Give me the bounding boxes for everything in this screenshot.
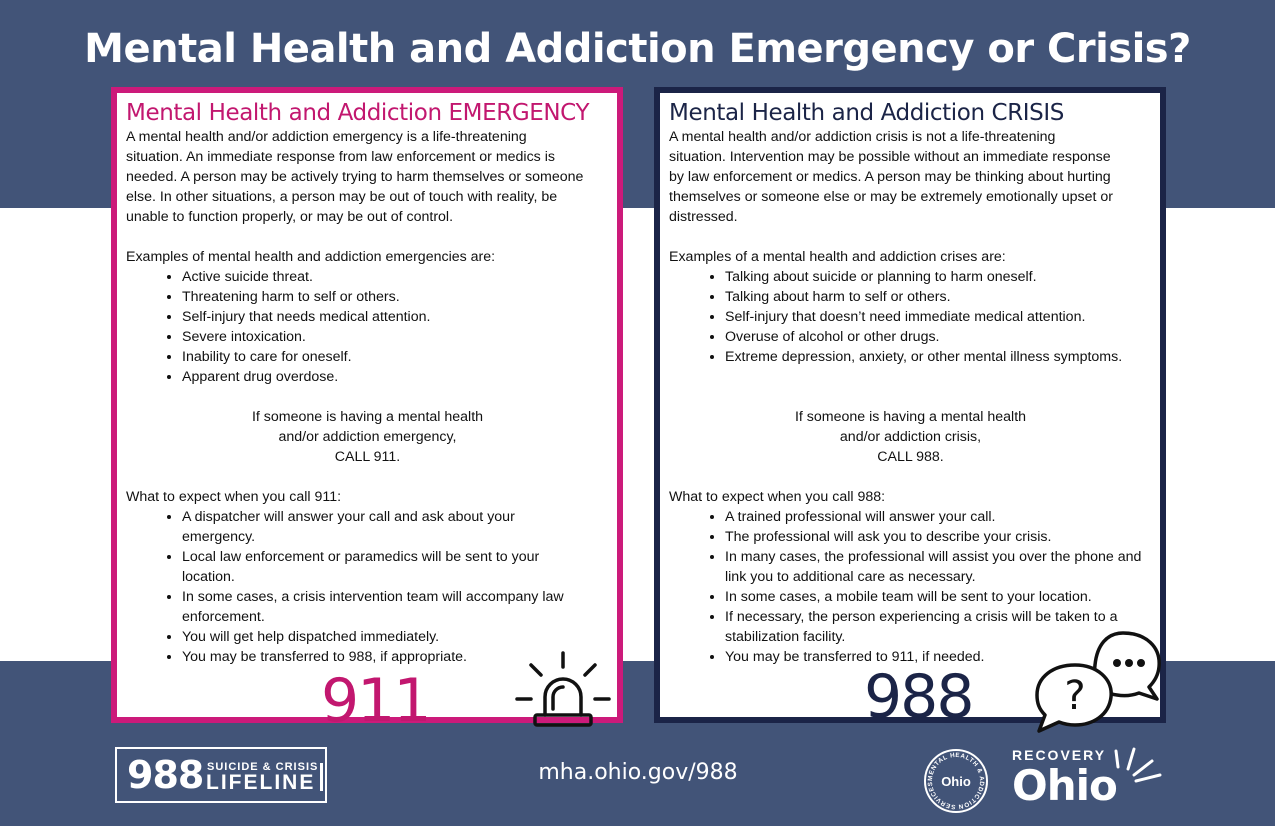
- list-item: • If necessary, the person experiencing a crisis will be taken to a stabilization facility.: [725, 607, 1148, 647]
- emergency-expect-label: What to expect when you call 911:: [126, 489, 342, 505]
- crisis-heading: Mental Health and Addiction CRISIS: [669, 100, 1064, 126]
- crisis-expect-label: What to expect when you call 988:: [669, 489, 886, 505]
- recovery-ohio-label: RECOVERY: [1012, 747, 1107, 763]
- emergency-examples-label: Examples of mental health and addiction emergencies are:: [126, 249, 496, 265]
- list-item: • Self-injury that doesn’t need immediate medical attention.: [725, 307, 1152, 327]
- list-item: • A dispatcher will answer your call and ask about your emergency.: [182, 507, 579, 547]
- list-item: • You may be transferred to 988, if appropriate.: [182, 647, 579, 667]
- list-item: • Inability to care for oneself.: [182, 347, 609, 367]
- emergency-number: 911: [321, 666, 430, 736]
- emergency-examples-list: [126, 267, 609, 387]
- list-item: • In some cases, a crisis intervention team will accompany law enforcement.: [182, 587, 579, 627]
- svg-text:?: ?: [1064, 673, 1086, 719]
- ohio-mha-seal-logo: [923, 748, 989, 814]
- siren-icon: [509, 649, 617, 729]
- list-item: • In some cases, a mobile team will be sent to your location.: [725, 587, 1148, 607]
- list-item: • Active suicide threat.: [182, 267, 609, 287]
- crisis-examples-label: Examples of a mental health and addiction crises are:: [669, 249, 1006, 265]
- list-item: • Talking about suicide or planning to harm oneself.: [725, 267, 1152, 287]
- emergency-intro: A mental health and/or addiction emergency is a life-threatening situation. An immediate response from law enforcement or medics is needed. A person may be actively trying to harm themselves or someone else. In other situations, a person may be out of touch with reality, be unable to function properly, or may be out of control.: [126, 129, 584, 225]
- list-item: • Self-injury that needs medical attention.: [182, 307, 609, 327]
- list-item: • Local law enforcement or paramedics will be sent to your location.: [182, 547, 579, 587]
- 988-lifeline-logo: 988 SUICIDE & CRISIS LIFELINE: [115, 747, 327, 803]
- list-item: • Severe intoxication.: [182, 327, 609, 347]
- list-item: • A trained professional will answer your call.: [725, 507, 1148, 527]
- list-item: • Apparent drug overdose.: [182, 367, 609, 387]
- list-item: • You will get help dispatched immediately.: [182, 627, 579, 647]
- emergency-call-instruction: If someone is having a mental health and/or addiction emergency, CALL 911.: [251, 409, 484, 465]
- emergency-card: [111, 87, 623, 736]
- emergency-expect-list: [126, 507, 609, 667]
- list-item: • You may be transferred to 911, if needed.: [725, 647, 1148, 667]
- sun-rays-icon: [1108, 745, 1166, 789]
- emergency-heading: Mental Health and Addiction EMERGENCY: [126, 100, 590, 126]
- recovery-ohio-wordmark: Ohio: [1012, 761, 1117, 810]
- list-item: • In many cases, the professional will assist you over the phone and link you to additional care as necessary.: [725, 547, 1148, 587]
- crisis-card: [654, 87, 1166, 732]
- page-title: Mental Health and Addiction Emergency or Crisis?: [84, 26, 1191, 72]
- list-item: • Threatening harm to self or others.: [182, 287, 609, 307]
- chat-question-icon: [1031, 629, 1165, 733]
- list-item: • Extreme depression, anxiety, or other mental illness symptoms.: [725, 347, 1152, 367]
- crisis-examples-list: [669, 267, 1152, 367]
- svg-text:Ohio: Ohio: [941, 774, 971, 789]
- list-item: • The professional will ask you to describe your crisis.: [725, 527, 1148, 547]
- list-item: • Overuse of alcohol or other drugs.: [725, 327, 1152, 347]
- website-url[interactable]: mha.ohio.gov/988: [538, 760, 738, 785]
- svg-text:MENTAL HEALTH & ADDICTION SERV: MENTAL HEALTH & ADDICTION SERVICES: [926, 751, 986, 811]
- list-item: • Talking about harm to self or others.: [725, 287, 1152, 307]
- crisis-intro: A mental health and/or addiction crisis is not a life-threatening situation. Intervention may be possible without an immediate response by law enforcement or medics. A person may be thinking about hurting themselves or someone else or may be extremely emotionally upset or distressed.: [669, 129, 1113, 225]
- crisis-call-instruction: If someone is having a mental health and/or addiction crisis, CALL 988.: [794, 409, 1027, 465]
- crisis-number: 988: [864, 662, 973, 732]
